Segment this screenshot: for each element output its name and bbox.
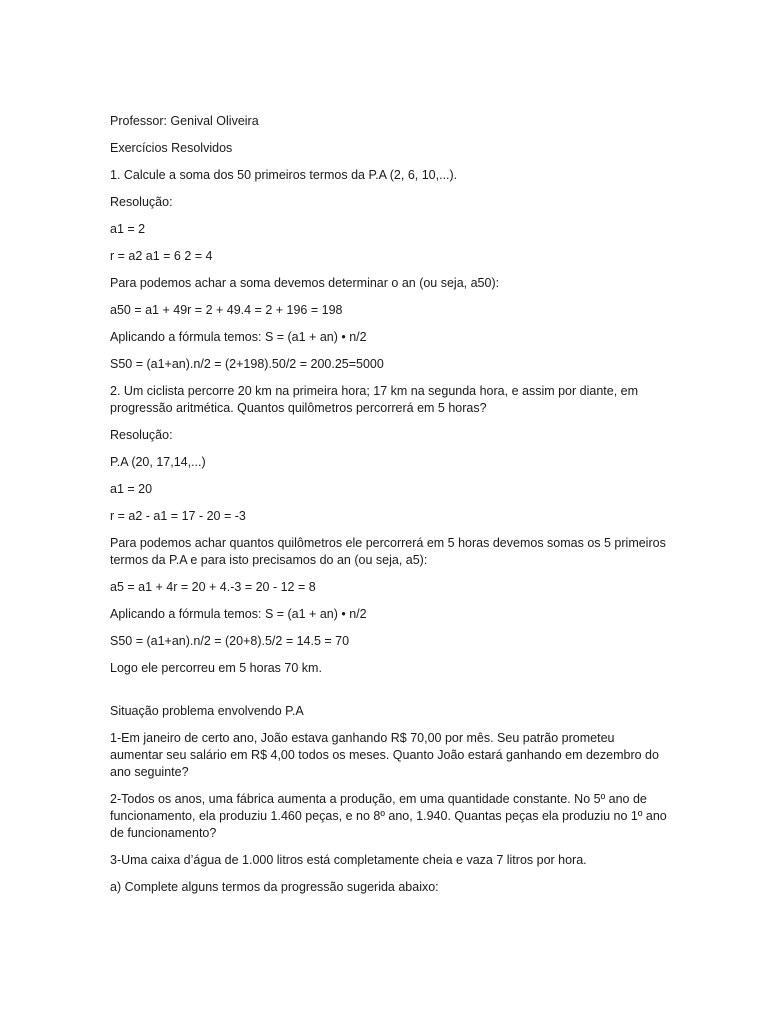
- resolution-heading: Resolução:: [110, 195, 173, 209]
- text-line: Para podemos achar quantos quilômetros ele percorrerá em 5 horas devemos somas os 5 primeiros termos da P.A e para isto precisamos do an (ou seja, a5):: [110, 536, 666, 567]
- section-title: Exercícios Resolvidos: [110, 141, 233, 155]
- text-line: a5 = a1 + 4r = 20 + 4.-3 = 20 - 12 = 8: [110, 580, 316, 594]
- exercise-2-statement: 2. Um ciclista percorre 20 km na primeira hora; 17 km na segunda hora, e assim por diante, em progressão aritmética. Quantos quilômetros percorrerá em 5 horas?: [110, 384, 639, 415]
- text-line: S50 = (a1+an).n/2 = (2+198).50/2 = 200.25=5000: [110, 357, 384, 371]
- text-line: Para podemos achar a soma devemos determinar o an (ou seja, a50):: [110, 276, 500, 290]
- problem-1: 1-Em janeiro de certo ano, João estava ganhando R$ 70,00 por mês. Seu patrão prometeu aumentar seu salário em R$ 4,00 todos os meses. Quanto João estará ganhando em dezembro do ano seguinte?: [110, 731, 659, 779]
- author-line: Professor: Genival Oliveira: [110, 114, 259, 128]
- exercise-1-statement: 1. Calcule a soma dos 50 primeiros termos da P.A (2, 6, 10,...).: [110, 168, 458, 182]
- section-title: Situação problema envolvendo P.A: [110, 704, 304, 718]
- text-line: P.A (20, 17,14,...): [110, 455, 206, 469]
- resolution-heading: Resolução:: [110, 428, 173, 442]
- conclusion-line: Logo ele percorreu em 5 horas 70 km.: [110, 661, 322, 675]
- text-line: r = a2 - a1 = 17 - 20 = -3: [110, 509, 246, 523]
- formula-line: Aplicando a fórmula temos: S = (a1 + an) • n/2: [110, 607, 367, 621]
- problem-3: 3-Uma caixa d’água de 1.000 litros está completamente cheia e vaza 7 litros por hora.: [110, 853, 587, 867]
- problem-2: 2-Todos os anos, uma fábrica aumenta a produção, em uma quantidade constante. No 5º ano de funcionamento, ela produziu 1.460 peças, e no 8º ano, 1.940. Quantas peças ela produziu no 1º ano de funcionamento?: [110, 792, 667, 840]
- problem-3a: a) Complete alguns termos da progressão sugerida abaixo:: [110, 880, 439, 894]
- text-line: S50 = (a1+an).n/2 = (20+8).5/2 = 14.5 = 70: [110, 634, 350, 648]
- text-line: a50 = a1 + 49r = 2 + 49.4 = 2 + 196 = 198: [110, 303, 343, 317]
- document-body: [110, 113, 670, 906]
- text-line: a1 = 20: [110, 482, 153, 496]
- text-line: r = a2 a1 = 6 2 = 4: [110, 249, 213, 263]
- formula-line: Aplicando a fórmula temos: S = (a1 + an) • n/2: [110, 330, 367, 344]
- text-line: a1 = 2: [110, 222, 146, 236]
